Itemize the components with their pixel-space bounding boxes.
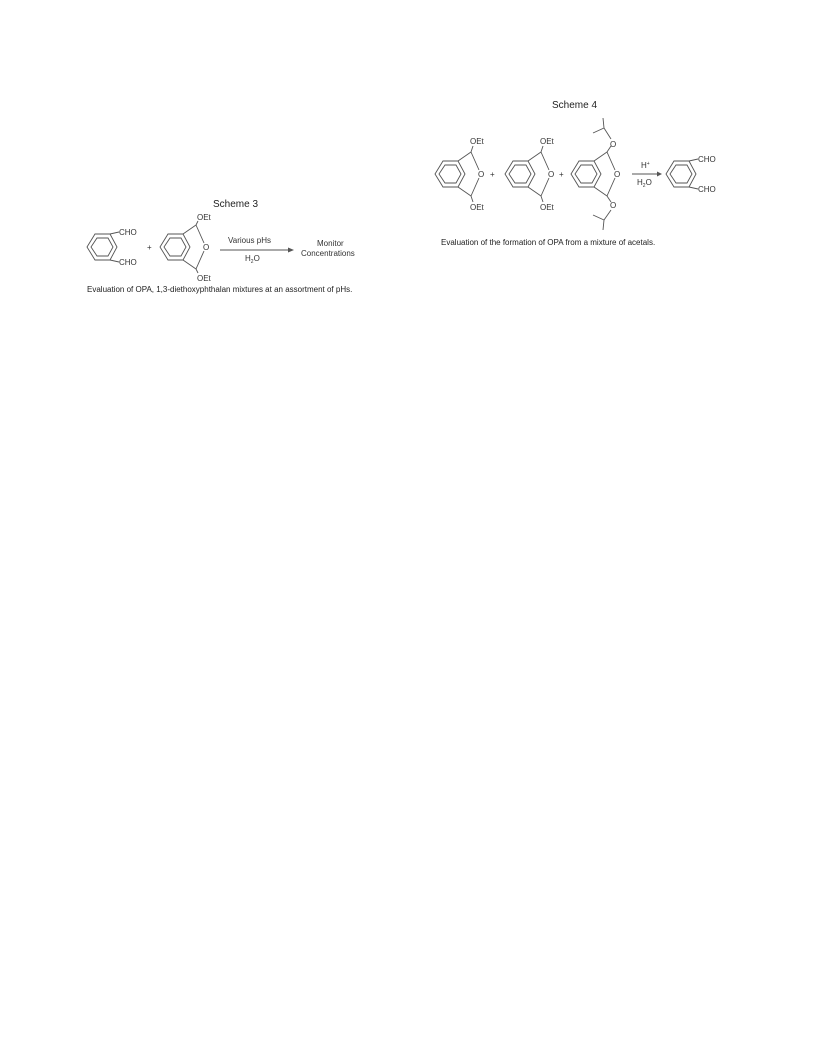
oet-label: OEt — [197, 274, 211, 283]
cho-label: CHO — [119, 228, 137, 237]
cho-label: CHO — [698, 185, 716, 194]
opa-product-molecule — [666, 155, 716, 194]
monitor-label: Monitor — [317, 239, 344, 248]
scheme-3-title: Scheme 3 — [213, 199, 259, 210]
diethoxyphthalan-molecule — [160, 213, 212, 283]
oet-label: OEt — [540, 137, 554, 146]
plus-sign: + — [147, 243, 152, 252]
opa-molecule — [87, 228, 137, 267]
concentrations-label: Concentrations — [301, 249, 355, 258]
scheme-3-caption: Evaluation of OPA, 1,3-diethoxyphthalan mixtures at an assortment of pHs. — [87, 285, 353, 294]
ring-oxygen-label: O — [614, 170, 621, 179]
diisopropoxyphthalan-molecule — [571, 118, 620, 230]
isopropoxy-oxygen-label: O — [610, 201, 617, 210]
scheme-4-title: Scheme 4 — [552, 100, 598, 111]
oet-label: OEt — [197, 213, 211, 222]
water-label: $H_2O$ — [637, 178, 652, 189]
scheme-4-caption: Evaluation of the formation of OPA from a mixture of acetals. — [441, 238, 656, 247]
isopropoxy-oxygen-label: O — [610, 140, 617, 149]
scheme-3-reaction-arrow — [220, 236, 294, 265]
ring-oxygen-label: O — [478, 170, 485, 179]
oet-label: OEt — [470, 137, 484, 146]
plus-sign: + — [559, 170, 564, 179]
scheme-4-reaction-arrow — [632, 161, 662, 189]
ring-oxygen-label: O — [203, 243, 210, 252]
cho-label: CHO — [119, 258, 137, 267]
acid-catalyst-label: H+ — [641, 161, 650, 170]
scheme-4-reaction-diagram — [425, 118, 725, 218]
water-label: $H_2O$ — [245, 254, 260, 265]
ring-oxygen-label: O — [548, 170, 555, 179]
diethoxyphthalan-molecule-2 — [505, 137, 555, 212]
oet-label: OEt — [540, 203, 554, 212]
oet-label: OEt — [470, 203, 484, 212]
scheme-3-reaction-diagram — [82, 214, 382, 284]
diethoxyphthalan-molecule-1 — [435, 137, 485, 212]
various-phs-label: Various pHs — [228, 236, 271, 245]
cho-label: CHO — [698, 155, 716, 164]
plus-sign: + — [490, 170, 495, 179]
